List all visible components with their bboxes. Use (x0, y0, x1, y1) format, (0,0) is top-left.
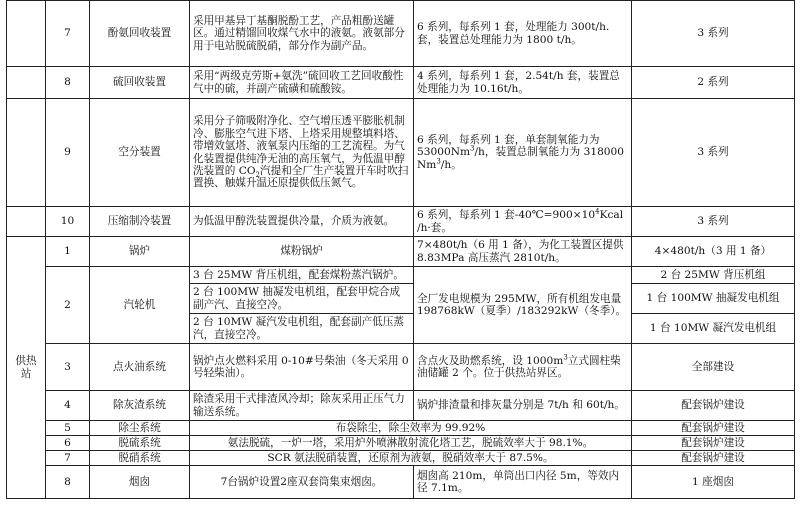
process-description: 布袋除尘，除尘效率为 99.92% (190, 421, 632, 436)
scale-description: 全厂发电规模为 295MW，所有机组发电量 198768kW（夏季）/183292kW（冬季）。 (414, 267, 632, 344)
scale-description: 6 系列，每系列 1 套，处理能力 300t/h. 套，装置总处理能力为 1800 t/h。 (414, 1, 632, 67)
process-description: 3 台 25MW 背压机组，配套煤粉蒸汽锅炉。 (190, 267, 414, 284)
remark: 2 台 25MW 背压机组 (632, 267, 795, 284)
row-number: 6 (46, 436, 90, 451)
table-row (7, 237, 795, 267)
co2-subscript: 2 (255, 171, 261, 180)
process-text-tail: 汽提和全厂生产装置开车时吹扫置换、触媒升温还原提供低压氮气。 (193, 164, 409, 190)
scale-text-a: 6 系列，每系列 1 套，单套制氧能力为 53000Nm (417, 133, 600, 159)
row-number: 3 (46, 344, 90, 391)
unit-name: 除尘系统 (90, 421, 190, 436)
unit-name: 硫回收装置 (90, 67, 190, 99)
scale-text-b: 立式圆柱柴油储罐 2 个。位于供热站界区。 (417, 354, 621, 379)
remark: 3 系列 (632, 1, 795, 67)
remark: 1 台 10MW 凝汽发电机组 (632, 314, 795, 344)
group-cell-empty (7, 99, 46, 207)
unit-name: 脱硫系统 (90, 436, 190, 451)
unit-name: 压缩制冷装置 (90, 207, 190, 237)
remark: 3 系列 (632, 207, 795, 237)
process-description (190, 99, 414, 207)
scale-text-a: 6 系列，每系列 1 套-40℃=900×10 (417, 209, 596, 222)
row-number: 10 (46, 207, 90, 237)
group-cell-empty (7, 67, 46, 99)
row-number: 8 (46, 67, 90, 99)
remark: 配套锅炉建设 (632, 391, 795, 421)
table-row (7, 267, 795, 284)
scale-text-b: Kcal /h·套。 (417, 209, 624, 234)
remark: 1 座烟囱 (632, 466, 795, 499)
remark: 2 系列 (632, 67, 795, 99)
process-description: 2 台 100MW 抽凝发电机组，配套甲烷合成副产汽、直接空冷。 (190, 284, 414, 314)
table-row (7, 436, 795, 451)
table-row (7, 99, 795, 207)
table-row (7, 466, 795, 499)
table-row (7, 207, 795, 237)
remark: 4×480t/h（3 用 1 备） (632, 237, 795, 267)
project-table (6, 0, 795, 499)
table-row (7, 451, 795, 466)
row-number: 9 (46, 99, 90, 207)
process-description: 煤粉锅炉 (190, 237, 414, 267)
process-description: 采用“两级克劳斯+氨洗”硫回收工艺回收酸性气中的硫，并副产硫磺和硫酸铵。 (190, 67, 414, 99)
scale-superscript: 3 (436, 157, 441, 166)
group-label: 供热站 (7, 237, 46, 499)
unit-name: 脱硝系统 (90, 451, 190, 466)
scale-superscript: 3 (563, 353, 568, 362)
process-description: 采用甲基异丁基酮脱酚工艺，产品粗酚送罐区。通过精馏回收煤气水中的液氨。液氨部分用于电站脱硫脱硝，部分作为副产品。 (190, 1, 414, 67)
table-row (7, 1, 795, 67)
remark: 3 系列 (632, 99, 795, 207)
process-description: 7台锅炉设置2座双套筒集束烟囱。 (190, 466, 414, 499)
scale-description (414, 99, 632, 207)
process-description: 2 台 10MW 凝汽发电机组，配套副产低压蒸汽，直接空冷。 (190, 314, 414, 344)
row-number: 2 (46, 267, 90, 344)
scale-superscript: 3 (470, 144, 475, 153)
scale-text-c: /h。 (440, 158, 462, 171)
row-number: 4 (46, 391, 90, 421)
row-number: 7 (46, 1, 90, 67)
scale-description: 锅炉排渣量和排灰量分别是 7t/h 和 60t/h。 (414, 391, 632, 421)
unit-name: 空分装置 (90, 99, 190, 207)
unit-name: 锅炉 (90, 237, 190, 267)
table-row (7, 391, 795, 421)
process-description: 除渣采用干式排渣风冷却；除灰采用正压气力输送系统。 (190, 391, 414, 421)
remark: 全部建设 (632, 344, 795, 391)
process-description: 为低温甲醇洗装置提供冷量，介质为液氨。 (190, 207, 414, 237)
table-row (7, 421, 795, 436)
remark: 1 台 100MW 抽凝发电机组 (632, 284, 795, 314)
unit-name: 烟囱 (90, 466, 190, 499)
remark: 配套锅炉建设 (632, 451, 795, 466)
scale-description (414, 344, 632, 391)
table-row (7, 344, 795, 391)
unit-name: 汽轮机 (90, 267, 190, 344)
row-number: 8 (46, 466, 90, 499)
unit-name: 点火油系统 (90, 344, 190, 391)
process-description: 锅炉点火燃料采用 0-10#号柴油（冬天采用 0 号轻柴油）。 (190, 344, 414, 391)
scale-description: 7×480t/h（6 用 1 备），为化工装置区提供 8.83MPa 高压蒸汽 2810t/h。 (414, 237, 632, 267)
process-text: 采用分子筛吸附净化、空气增压透平膨胀机制冷、膨胀空气进下塔、上塔采用规整填料塔、带增效氩塔、液氧泵内压缩的工艺流程。为气化装置提供纯净无油的高压氧气，为低温甲醇洗装置的 CO (193, 115, 405, 177)
process-description: SCR 氨法脱硝装置，还原剂为液氨，脱硝效率大于 87.5%。 (190, 451, 632, 466)
scale-description (414, 207, 632, 237)
remark: 配套锅炉建设 (632, 421, 795, 436)
scale-superscript: 4 (595, 207, 600, 216)
row-number: 5 (46, 421, 90, 436)
scale-description: 烟囱高 210m，单筒出口内径 5m，等效内径 7.1m。 (414, 466, 632, 499)
scale-text-a: 含点火及助燃系统，设 1000m (417, 354, 564, 367)
process-description: 氨法脱硫，一炉一塔，采用炉外喷淋散射流化塔工艺，脱硫效率大于 98.1%。 (190, 436, 632, 451)
unit-name: 除灰渣系统 (90, 391, 190, 421)
scale-description: 4 系列，每系列 1 套，2.54t/h 套，装置总处理能力为 10.16t/h。 (414, 67, 632, 99)
table-row (7, 67, 795, 99)
unit-name: 酚氨回收装置 (90, 1, 190, 67)
remark: 配套锅炉建设 (632, 436, 795, 451)
group-cell-empty (7, 1, 46, 67)
group-cell-empty (7, 207, 46, 237)
scale-text-b: /h，装置总制氧能力为 318000 Nm (417, 146, 625, 171)
row-number: 7 (46, 451, 90, 466)
row-number: 1 (46, 237, 90, 267)
